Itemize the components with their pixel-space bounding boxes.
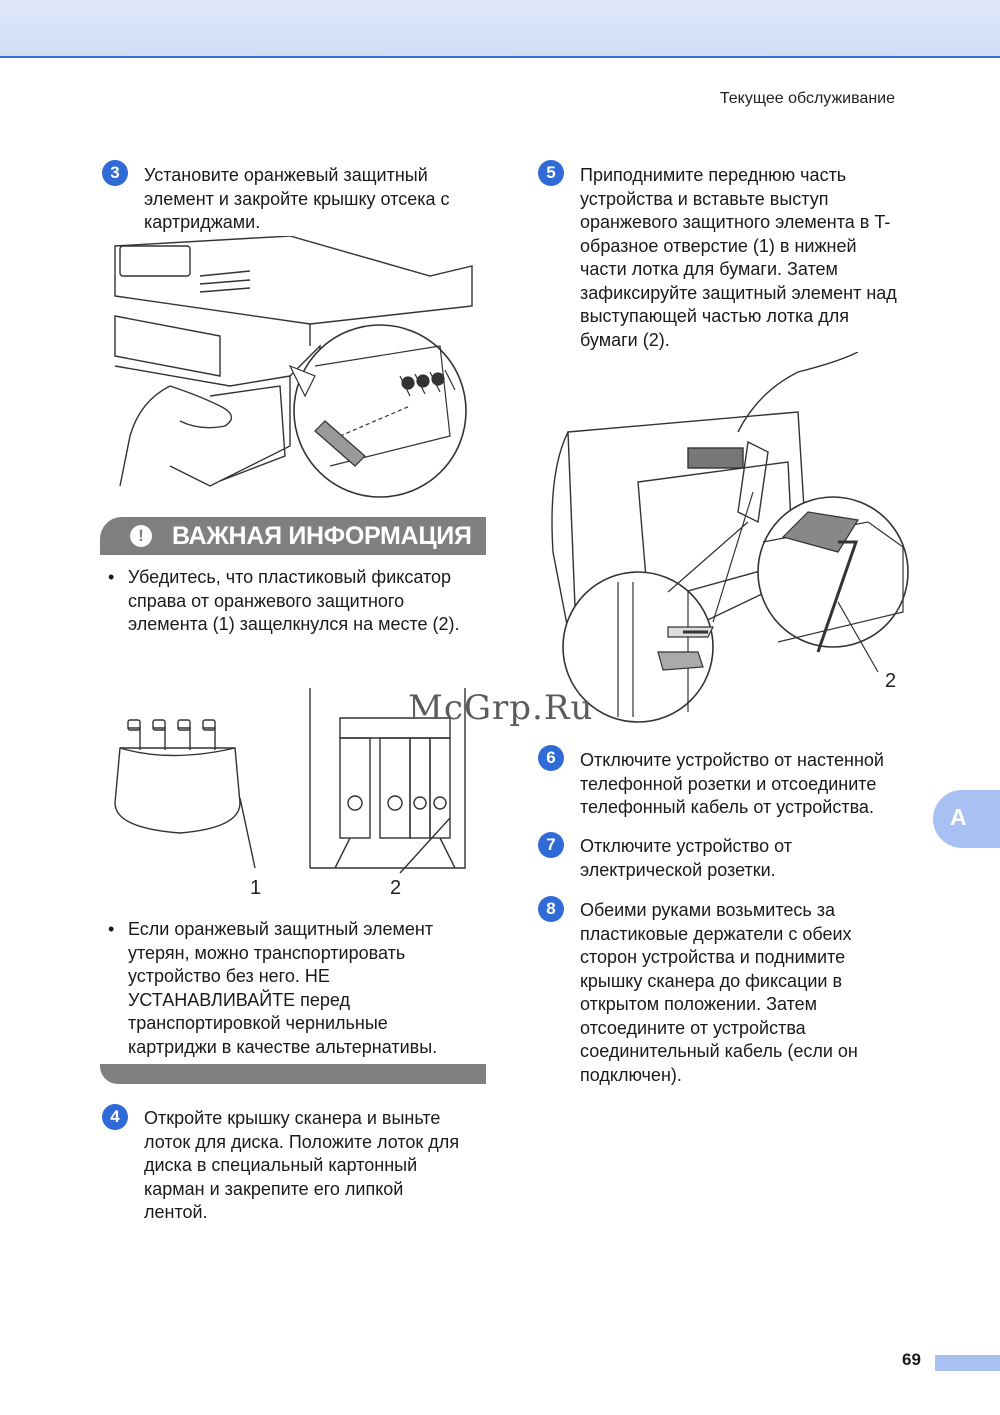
printer-cartridge-cover-illustration (110, 236, 482, 498)
step-8-text: Обеими руками возьмитесь за пластиковые держатели с обеих сторон устройства и поднимите крышку сканера до фиксации в открытом положении. Затем отсоедините от устройства соединительный кабель (если он подключен). (580, 900, 858, 1085)
step-number-6: 6 (538, 745, 564, 771)
step-7-text: Отключите устройство от электрической розетки. (580, 836, 793, 880)
step-number-3: 3 (102, 160, 128, 186)
important-info-end-bar (100, 1064, 486, 1084)
step-number-4: 4 (102, 1104, 128, 1130)
important-bullet-1: • Убедитесь, что пластиковый фиксатор справа от оранжевого защитного элемента (1) защелкнулся на месте (2). (108, 566, 508, 637)
header-band (0, 0, 1000, 56)
important-info-banner (100, 517, 486, 555)
tray-callout-2: 2 (885, 670, 897, 692)
step-number-7: 7 (538, 832, 564, 858)
page-number: 69 (902, 1350, 921, 1369)
important-info-title: ВАЖНАЯ ИНФОРМАЦИЯ (172, 522, 472, 550)
header-rule (0, 56, 1000, 58)
step-number-5: 5 (538, 160, 564, 186)
important-bullet-2: • Если оранжевый защитный элемент утерян, можно транспортировать устройство без него. НЕ УСТАНАВЛИВАЙТЕ перед транспортировкой чернильные картриджи в качестве альтернативы. (108, 918, 508, 1059)
exclamation-icon: ! (130, 525, 152, 547)
paper-tray-illustration (538, 352, 913, 727)
appendix-tab[interactable] (933, 790, 1000, 848)
step-3-text: Установите оранжевый защитный элемент и закройте крышку отсека с картриджами. (144, 165, 450, 232)
page-number-bar (935, 1355, 1000, 1371)
step-4-text: Откройте крышку сканера и выньте лоток для диска. Положите лоток для диска в специальный картонный карман и закрепите его липкой лентой. (144, 1108, 460, 1222)
callout-2: 2 (390, 877, 402, 899)
appendix-tab-label: A (950, 804, 967, 830)
watermark: McGrp.Ru (408, 688, 594, 728)
step-5-text: Приподнимите переднюю часть устройства и вставьте выступ оранжевого защитного элемента в T- образное отверстие (1) в нижней части лотка для бумаги. Затем зафиксируйте защитный элемент над выступающей частью лотка для бумаги (2). (580, 165, 897, 350)
running-header: Текущее обслуживание (719, 90, 895, 107)
step-number-8: 8 (538, 896, 564, 922)
step-6-text: Отключите устройство от настенной телефонной розетки и отсоедините телефонный кабель от устройства. (580, 750, 884, 817)
callout-1: 1 (250, 877, 262, 899)
